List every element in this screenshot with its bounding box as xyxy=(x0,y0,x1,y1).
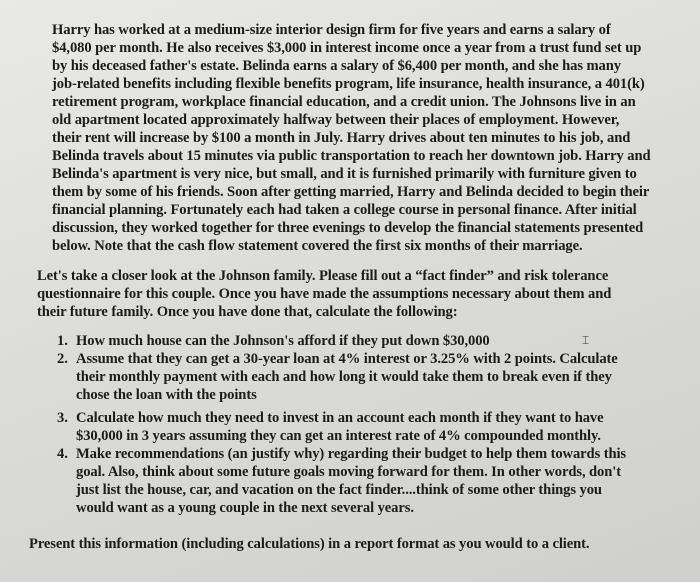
text-line: goal. Also, think about some future goals moving forward for them. In other words, don't xyxy=(76,464,621,480)
text-line: their monthly payment with each and how long it would take them to break even if they xyxy=(76,369,612,385)
text-line: below. Note that the cash flow statement covered the first six months of their marriage. xyxy=(52,238,583,254)
text-line: Belinda's apartment is very nice, but small, and it is furnished primarily with furniture given to xyxy=(52,166,637,182)
text-line: $4,080 per month. He also receives $3,000 in interest income once a year from a trust fund set up xyxy=(52,40,642,56)
text-line: Let's take a closer look at the Johnson family. Please fill out a “fact finder” and risk tolerance xyxy=(37,268,609,284)
text-line: Harry has worked at a medium-size interior design firm for five years and earns a salary of xyxy=(52,22,611,38)
list-number: 1. xyxy=(57,333,68,349)
list-number: 3. xyxy=(57,410,68,426)
text-line: Assume that they can get a 30-year loan at 4% interest or 3.25% with 2 points. Calculate xyxy=(76,351,618,367)
text-line: job-related benefits including flexible benefits program, life insurance, health insurance, a 401(k) xyxy=(52,76,645,92)
list-number: 4. xyxy=(57,446,68,462)
text-line: Calculate how much they need to invest in an account each month if they want to have xyxy=(76,410,604,426)
text-line: retirement program, workplace financial education, and a credit union. The Johnsons live in an xyxy=(52,94,636,110)
text-line: financial planning. Fortunately each had taken a college course in personal finance. After initial xyxy=(52,202,637,218)
text-line: $30,000 in 3 years assuming they can get an interest rate of 4% compounded monthly. xyxy=(76,428,601,444)
text-line: chose the loan with the points xyxy=(76,387,257,403)
text-line: just list the house, car, and vacation on the fact finder....think of some other things you xyxy=(76,482,602,498)
list-number: 2. xyxy=(57,351,68,367)
text-line: by his deceased father's estate. Belinda earns a salary of $6,400 per month, and she has many xyxy=(52,58,621,74)
text-line: their rent will increase by $100 a month in July. Harry drives about ten minutes to his job, and xyxy=(52,130,631,146)
text-line: their future family. Once you have done that, calculate the following: xyxy=(37,304,458,320)
text-line: Make recommendations (an justify why) regarding their budget to help them towards this xyxy=(76,446,627,462)
text-cursor-icon: ⌶ xyxy=(582,333,590,347)
text-line: discussion, they worked together for three evenings to develop the financial statements presented xyxy=(52,220,644,236)
text-line: How much house can the Johnson's afford if they put down $30,000 xyxy=(76,333,490,349)
text-line: them by some of his friends. Soon after getting married, Harry and Belinda decided to begin their xyxy=(52,184,650,200)
text-line: would want as a young couple in the next several years. xyxy=(76,500,414,516)
text-line: questionnaire for this couple. Once you have made the assumptions necessary about them and xyxy=(37,286,612,302)
text-line: Belinda travels about 15 minutes via public transportation to reach her downtown job. Harry and xyxy=(52,148,651,164)
closing-instruction: Present this information (including calculations) in a report format as you would to a client. xyxy=(29,536,590,552)
text-line: old apartment located approximately halfway between their places of employment. However, xyxy=(52,112,620,128)
